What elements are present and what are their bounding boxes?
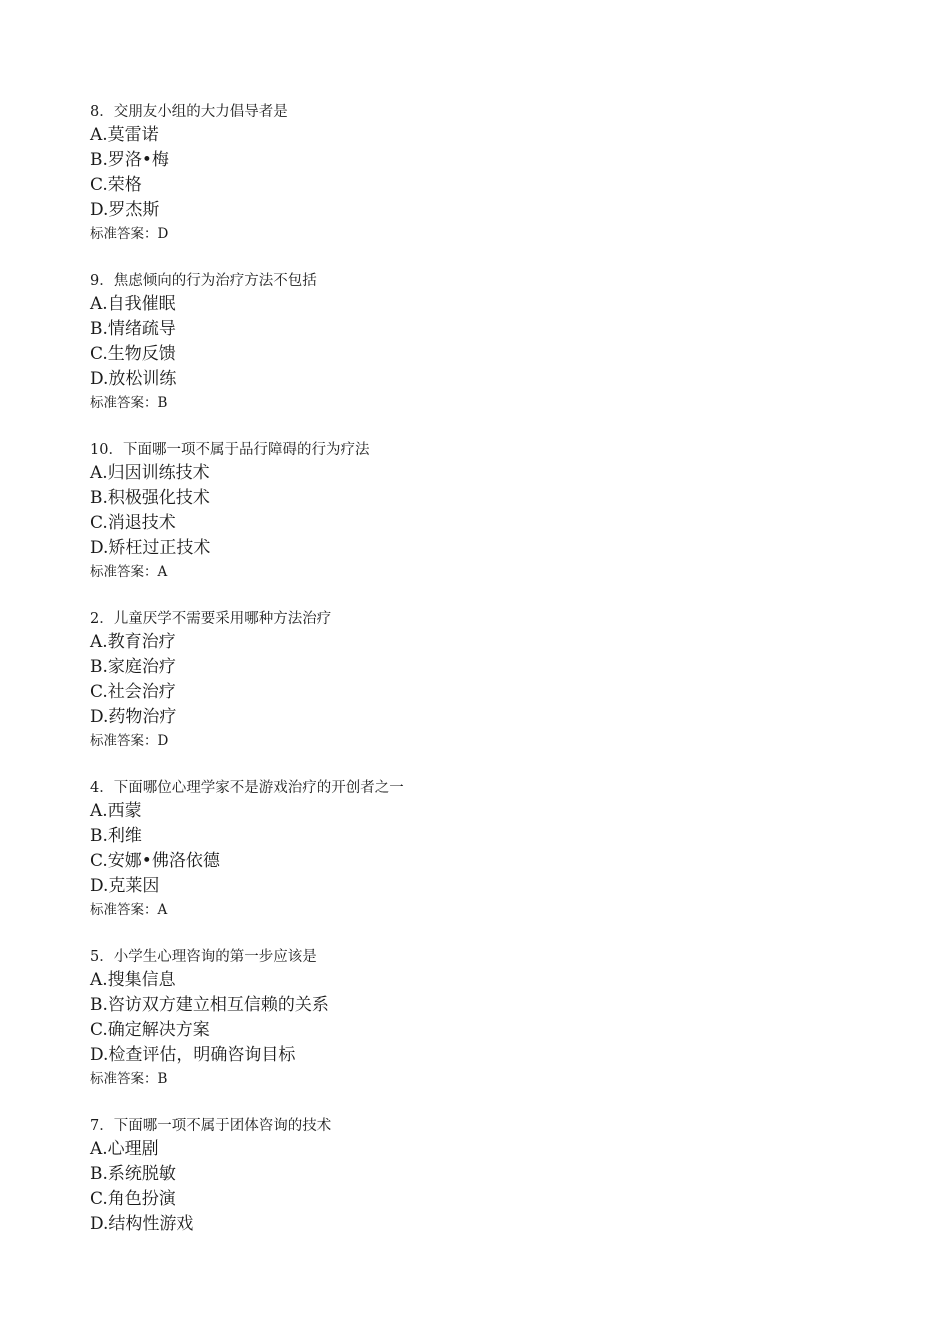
option-d: D.罗杰斯: [90, 200, 160, 220]
question-block: [90, 270, 870, 414]
option-b: B.积极强化技术: [90, 488, 210, 508]
option-c: C.社会治疗: [90, 682, 176, 702]
option-d: D.检查评估，明确咨询目标: [90, 1045, 296, 1065]
option-b: B.系统脱敏: [90, 1164, 176, 1184]
option-b: B.罗洛•梅: [90, 150, 169, 170]
option-a: A.心理剧: [90, 1139, 159, 1159]
option-c: C.荣格: [90, 175, 142, 195]
option-b: B.咨访双方建立相互信赖的关系: [90, 995, 329, 1015]
standard-answer: 标准答案：B: [90, 395, 168, 411]
option-b: B.家庭治疗: [90, 657, 176, 677]
option-d: D.克莱因: [90, 876, 160, 896]
question-block: [90, 777, 870, 921]
option-b: B.情绪疏导: [90, 319, 176, 339]
question-block: [90, 1115, 870, 1237]
option-a: A.莫雷诺: [90, 125, 159, 145]
option-d: D.矫枉过正技术: [90, 538, 211, 558]
option-a: A.西蒙: [90, 801, 142, 821]
option-c: C.角色扮演: [90, 1189, 176, 1209]
standard-answer: 标准答案：D: [90, 733, 169, 749]
option-b: B.利维: [90, 826, 142, 846]
option-d: D.放松训练: [90, 369, 177, 389]
option-a: A.自我催眠: [90, 294, 176, 314]
option-c: C.生物反馈: [90, 344, 176, 364]
question-block: [90, 101, 870, 245]
option-d: D.结构性游戏: [90, 1214, 194, 1234]
option-a: A.搜集信息: [90, 970, 176, 990]
option-a: A.归因训练技术: [90, 463, 210, 483]
question-title: 8．交朋友小组的大力倡导者是: [90, 104, 288, 120]
question-title: 7．下面哪一项不属于团体咨询的技术: [90, 1118, 332, 1134]
question-title: 9．焦虑倾向的行为治疗方法不包括: [90, 273, 317, 289]
question-title: 10．下面哪一项不属于品行障碍的行为疗法: [90, 442, 370, 458]
question-title: 4．下面哪位心理学家不是游戏治疗的开创者之一: [90, 780, 404, 796]
standard-answer: 标准答案：D: [90, 226, 169, 242]
question-block: [90, 439, 870, 583]
standard-answer: 标准答案：B: [90, 1071, 168, 1087]
document-body: [90, 101, 870, 1262]
option-c: C.消退技术: [90, 513, 176, 533]
question-title: 5．小学生心理咨询的第一步应该是: [90, 949, 317, 965]
option-c: C.确定解决方案: [90, 1020, 210, 1040]
question-title: 2．儿童厌学不需要采用哪种方法治疗: [90, 611, 332, 627]
question-block: [90, 608, 870, 752]
standard-answer: 标准答案：A: [90, 902, 168, 918]
question-block: [90, 946, 870, 1090]
option-c: C.安娜•佛洛依德: [90, 851, 220, 871]
standard-answer: 标准答案：A: [90, 564, 168, 580]
option-d: D.药物治疗: [90, 707, 177, 727]
option-a: A.教育治疗: [90, 632, 176, 652]
